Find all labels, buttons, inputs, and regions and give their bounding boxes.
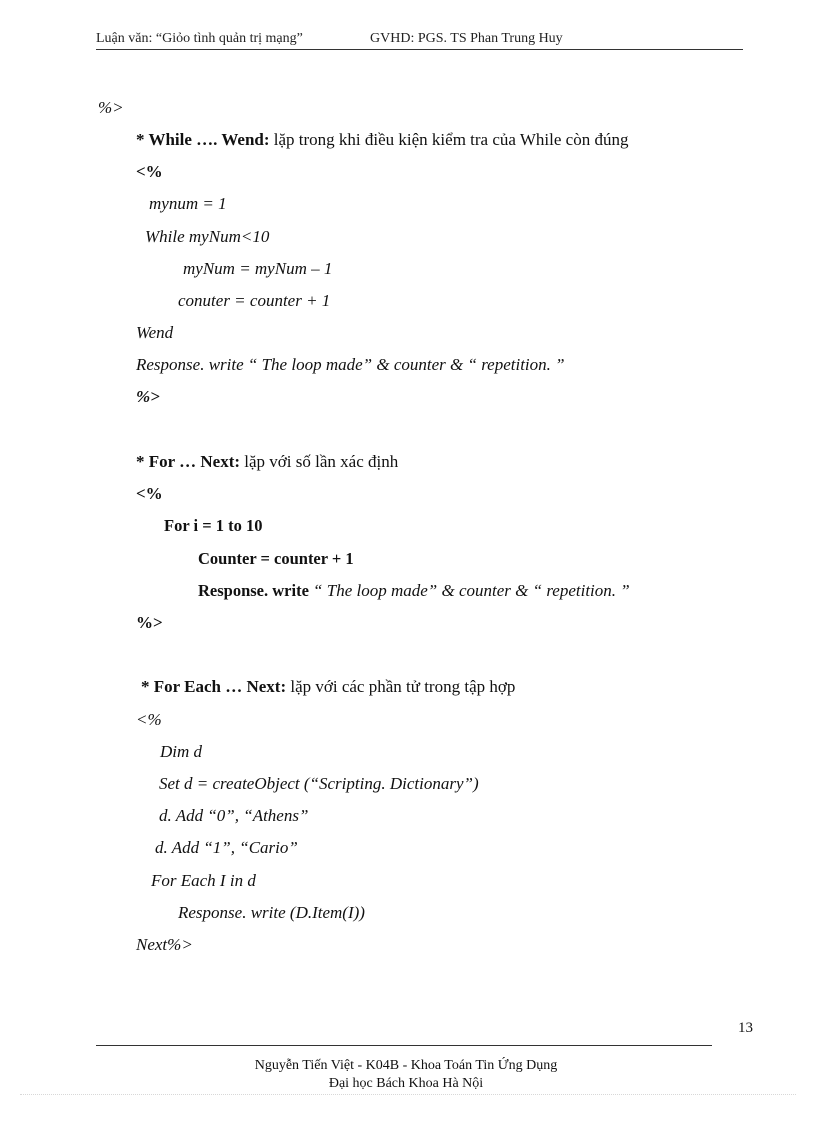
- for-each-code-open: <%: [136, 710, 162, 729]
- for-each-code-line-1: Dim d: [160, 742, 203, 761]
- while-code-line-4: conuter = counter + 1: [178, 291, 331, 310]
- for-next-heading: [136, 452, 398, 472]
- while-wend-heading: [136, 130, 628, 150]
- for-code-line-2: Counter = counter + 1: [198, 549, 354, 568]
- for-code-line-3-italic: “ The loop made” & counter & “ repetition. ”: [313, 581, 630, 600]
- while-code-close: %>: [136, 387, 160, 406]
- page-bottom-border: [20, 1094, 796, 1095]
- while-code-line-2: While myNum<10: [145, 227, 270, 246]
- while-code-line-6: Response. write “ The loop made” & counter & “ repetition. ”: [136, 355, 565, 374]
- header-supervisor: GVHD: PGS. TS Phan Trung Huy: [370, 31, 563, 46]
- header-rule: [96, 49, 743, 50]
- footer-university: Đại học Bách Khoa Hà Nội: [328, 1076, 484, 1091]
- for-code-close: %>: [136, 613, 163, 632]
- for-each-code-line-5: For Each I in d: [151, 871, 256, 890]
- for-each-heading: [141, 677, 515, 697]
- for-each-heading-bold: * For Each … Next:: [141, 677, 287, 696]
- while-wend-heading-bold: * While …. Wend:: [136, 130, 270, 149]
- while-wend-heading-text: lặp trong khi điều kiện kiểm tra của While còn đúng: [269, 130, 629, 149]
- for-each-code-line-6: Response. write (D.Item(I)): [178, 903, 365, 922]
- for-each-code-line-2: Set d = createObject (“Scripting. Dictionary”): [159, 774, 479, 793]
- for-code-line-3: [198, 581, 630, 601]
- while-code-open: <%: [136, 162, 163, 181]
- for-code-open: <%: [136, 484, 163, 503]
- for-each-code-line-3: d. Add “0”, “Athens”: [159, 806, 309, 825]
- for-each-code-line-4: d. Add “1”, “Cario”: [155, 838, 298, 857]
- while-code-line-3: myNum = myNum – 1: [183, 259, 333, 278]
- for-each-heading-text: lặp với các phần tử trong tập hợp: [286, 677, 516, 696]
- page-number: 13: [738, 1020, 753, 1036]
- for-each-code-line-7: Next%>: [136, 935, 193, 954]
- footer-rule: [96, 1045, 712, 1046]
- code-close-top: %>: [98, 98, 124, 117]
- while-code-line-5: Wend: [136, 323, 174, 342]
- for-code-line-1: For i = 1 to 10: [164, 516, 263, 535]
- for-next-heading-text: lặp với số lần xác định: [240, 452, 399, 471]
- footer-author: Nguyễn Tiến Việt - K04B - Khoa Toán Tin Ứng Dụng: [254, 1058, 558, 1073]
- while-code-line-1: mynum = 1: [149, 194, 227, 213]
- for-next-heading-bold: * For … Next:: [136, 452, 241, 471]
- for-code-line-3-plain: Response. write: [198, 581, 314, 600]
- header-thesis-title: Luận văn: “Giỏo tình quản trị mạng”: [96, 31, 303, 46]
